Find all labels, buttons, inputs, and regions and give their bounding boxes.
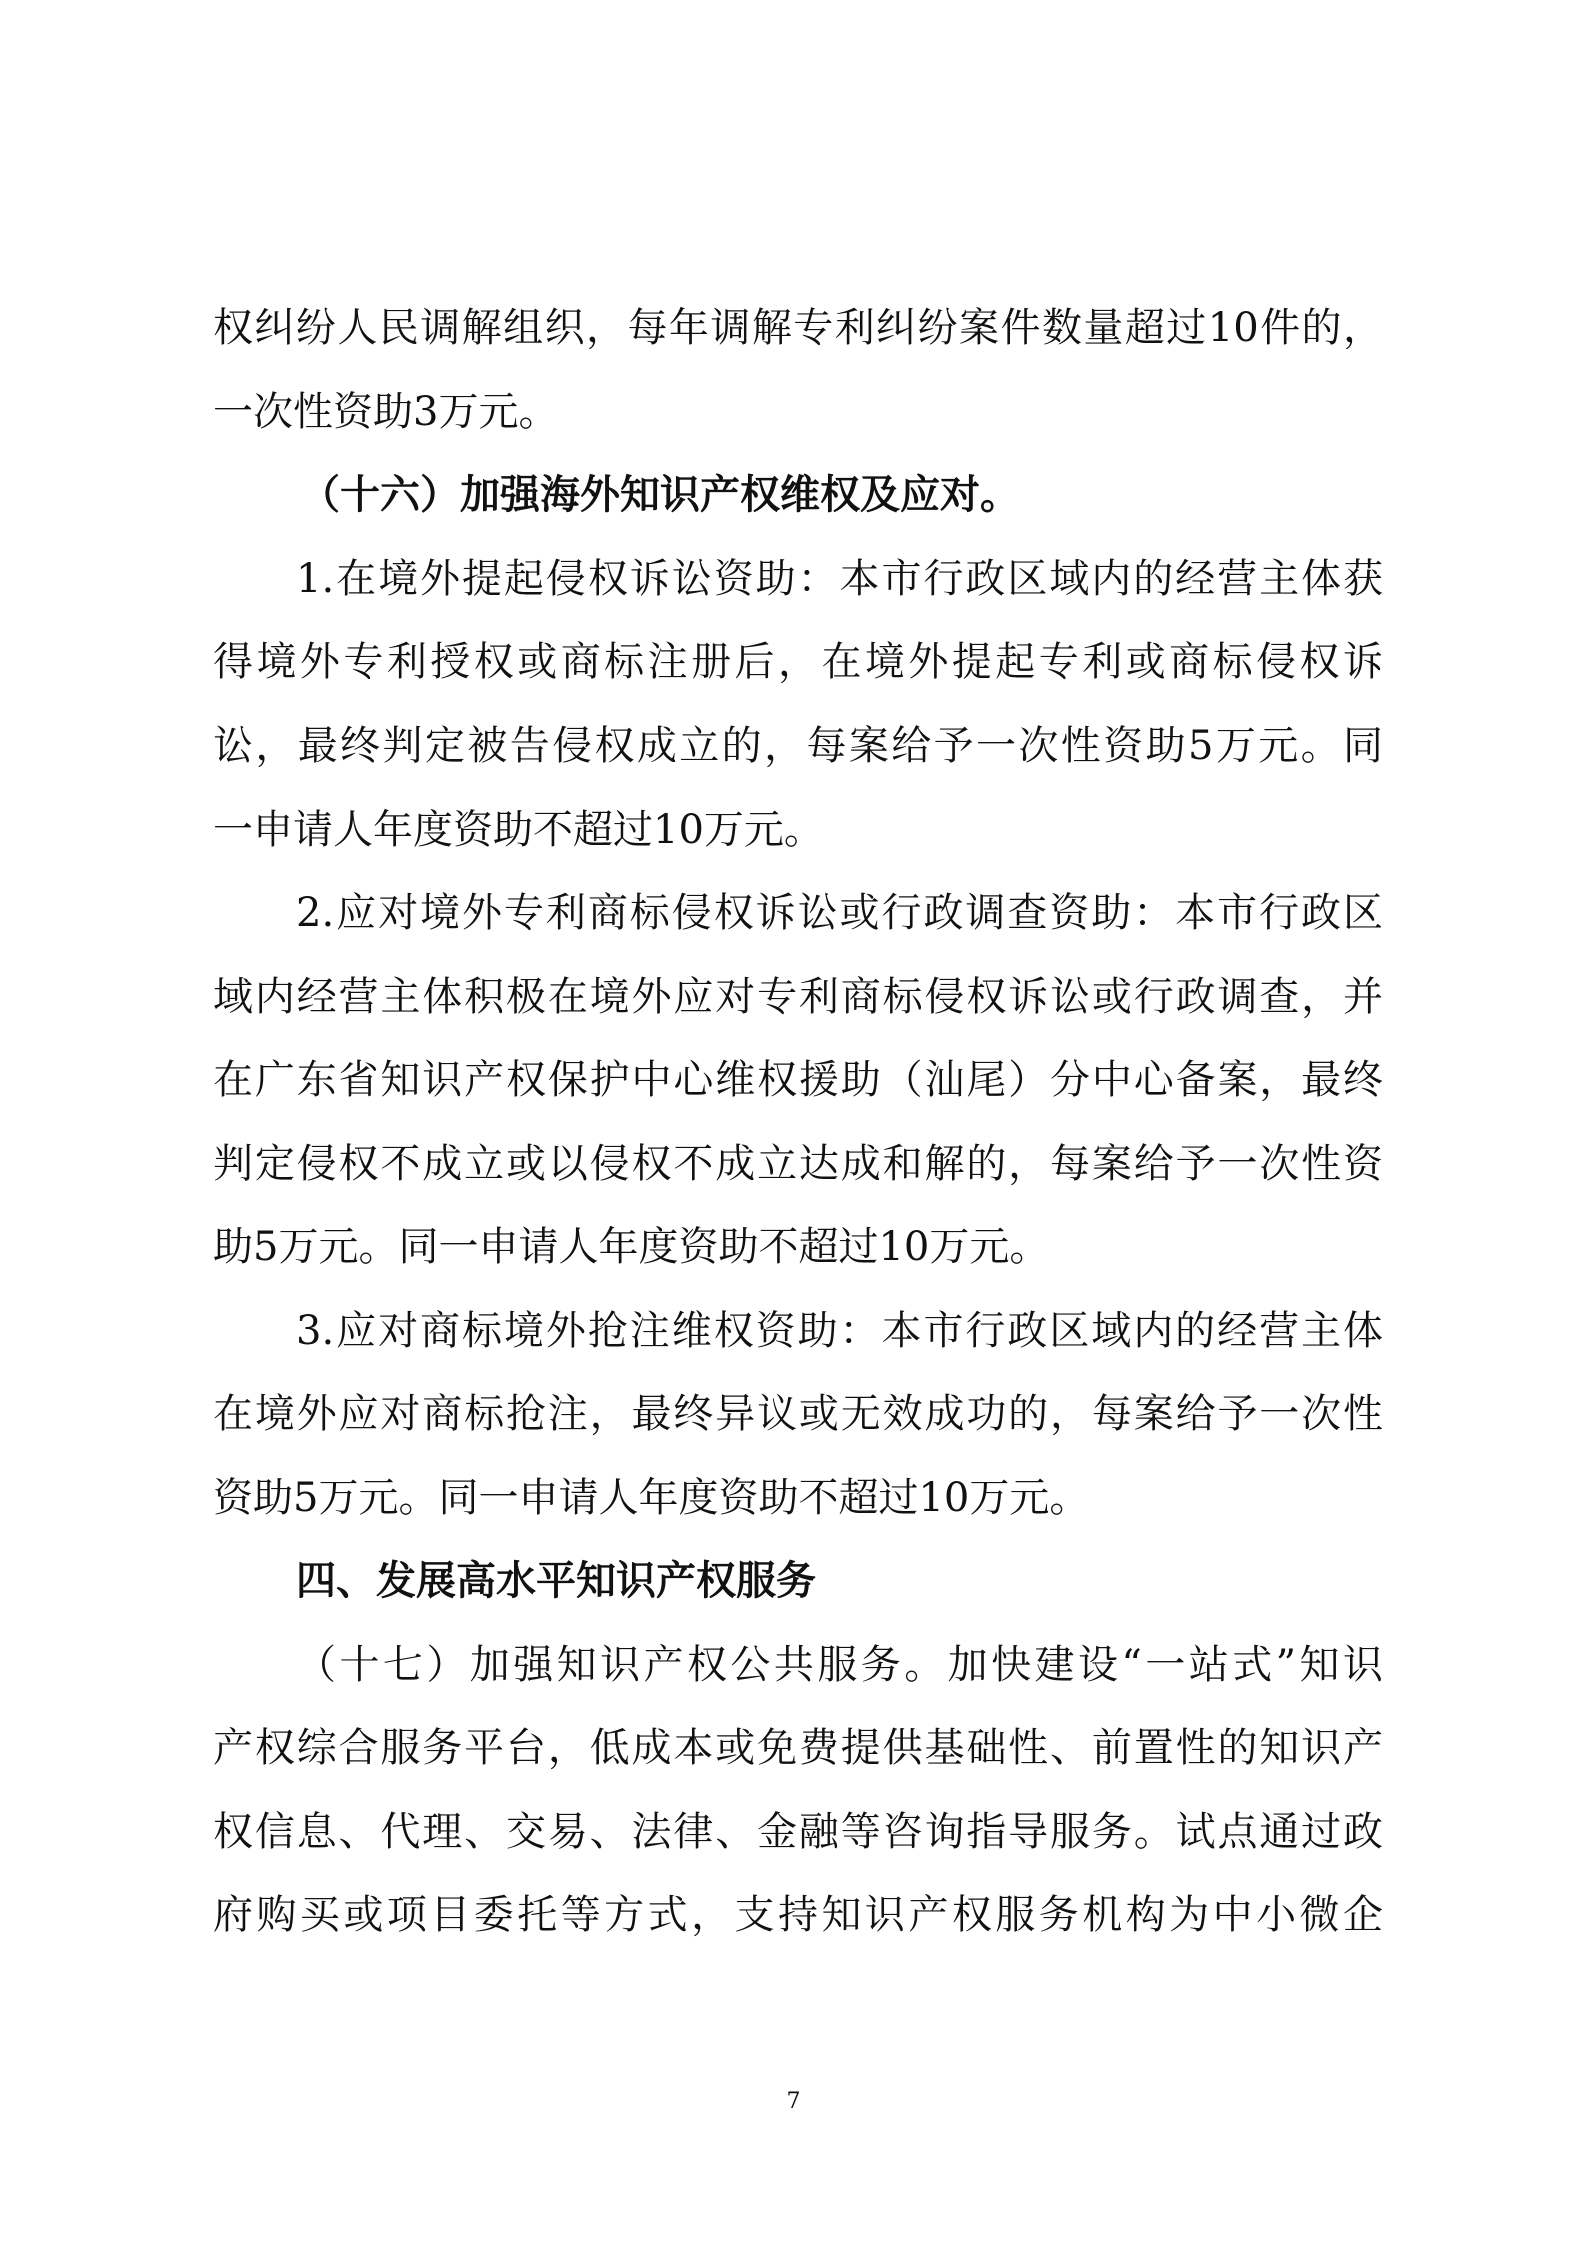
paragraph-line: （十七）加强知识产权公共服务。加快建设“一站式”知识 <box>296 1642 1383 1688</box>
paragraph-line: 权纠纷人民调解组织，每年调解专利纠纷案件数量超过10件的， <box>213 305 1383 351</box>
paragraph-line: 在境外应对商标抢注，最终异议或无效成功的，每案给予一次性 <box>213 1391 1383 1437</box>
paragraph-line: 助5万元。同一申请人年度资助不超过10万元。 <box>213 1224 1050 1270</box>
paragraph-line: 讼，最终判定被告侵权成立的，每案给予一次性资助5万元。同 <box>213 723 1383 769</box>
paragraph-line: 判定侵权不成立或以侵权不成立达成和解的，每案给予一次性资 <box>213 1141 1383 1187</box>
chapter-heading: 四、发展高水平知识产权服务 <box>296 1558 816 1604</box>
paragraph-line: 在广东省知识产权保护中心维权援助（汕尾）分中心备案，最终 <box>213 1057 1383 1103</box>
paragraph-line: 1.在境外提起侵权诉讼资助：本市行政区域内的经营主体获 <box>296 556 1383 602</box>
section-heading: （十六）加强海外知识产权维权及应对。 <box>300 472 1020 518</box>
paragraph-line: 得境外专利授权或商标注册后，在境外提起专利或商标侵权诉 <box>213 639 1383 685</box>
paragraph-line: 一申请人年度资助不超过10万元。 <box>213 807 824 853</box>
paragraph-line: 府购买或项目委托等方式，支持知识产权服务机构为中小微企 <box>213 1892 1383 1938</box>
paragraph-line: 资助5万元。同一申请人年度资助不超过10万元。 <box>213 1475 1090 1521</box>
paragraph-line: 产权综合服务平台，低成本或免费提供基础性、前置性的知识产 <box>213 1725 1383 1771</box>
paragraph-line: 权信息、代理、交易、法律、金融等咨询指导服务。试点通过政 <box>213 1809 1383 1855</box>
paragraph-line: 3.应对商标境外抢注维权资助：本市行政区域内的经营主体 <box>296 1308 1383 1354</box>
paragraph-line: 一次性资助3万元。 <box>213 389 559 435</box>
paragraph-line: 2.应对境外专利商标侵权诉讼或行政调查资助：本市行政区 <box>296 890 1383 936</box>
paragraph-line: 域内经营主体积极在境外应对专利商标侵权诉讼或行政调查，并 <box>213 974 1383 1020</box>
page-number: 7 <box>786 2089 801 2114</box>
